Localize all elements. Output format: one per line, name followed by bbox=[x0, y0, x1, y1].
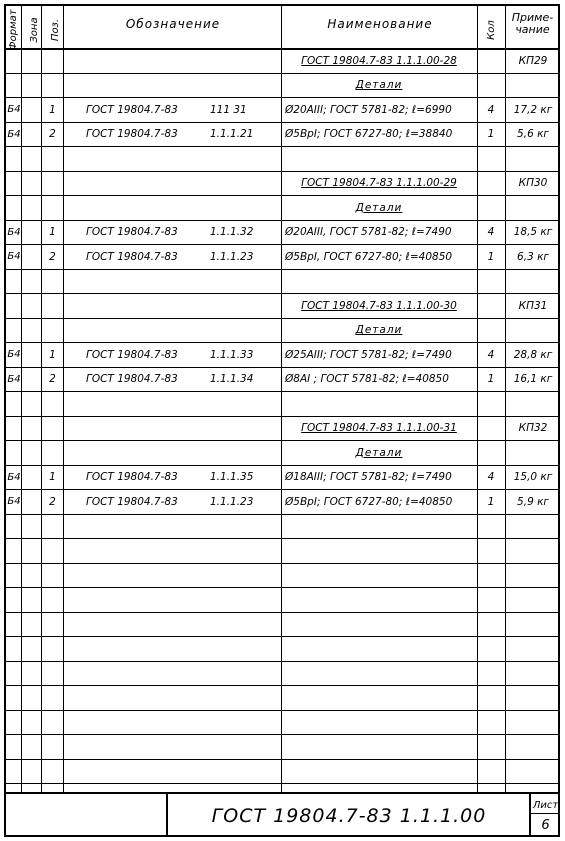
row-quantity bbox=[477, 319, 505, 343]
column-divider bbox=[63, 6, 64, 792]
row-designation: ГОСТ 19804.7-83 bbox=[86, 348, 178, 361]
row-name: Ø5BpI; ГОСТ 6727-80; ℓ=38840 bbox=[285, 128, 453, 141]
row-name: Ø20AIII; ГОСТ 5781-82; ℓ=6990 bbox=[285, 103, 452, 116]
row-quantity bbox=[477, 49, 505, 73]
row-designation bbox=[86, 49, 216, 73]
row-format bbox=[7, 172, 21, 196]
row-designation-number bbox=[210, 441, 278, 465]
header-designation: Обозначение bbox=[125, 17, 221, 31]
row-format bbox=[7, 441, 21, 465]
row-designation-number bbox=[210, 319, 278, 343]
row-note bbox=[506, 270, 560, 294]
row-position bbox=[42, 49, 63, 73]
document-code: ГОСТ 19804.7-83 1.1.1.00 bbox=[211, 804, 487, 827]
row-note: 17,2 кг bbox=[513, 103, 553, 116]
assembly-reference: ГОСТ 19804.7-83 1.1.1.00-28 bbox=[301, 54, 457, 67]
sheet-label-divider bbox=[529, 813, 558, 814]
row-designation: ГОСТ 19804.7-83 bbox=[86, 226, 178, 239]
row-format: Б4 bbox=[7, 471, 21, 483]
row-position bbox=[42, 392, 63, 416]
row-designation bbox=[86, 441, 216, 465]
row-position bbox=[42, 441, 63, 465]
row-format bbox=[7, 49, 21, 73]
row-designation-number: 111 31 bbox=[210, 103, 247, 116]
row-designation-number bbox=[210, 270, 278, 294]
row-designation-number: 1.1.1.23 bbox=[210, 495, 254, 508]
row-note: 18,5 кг bbox=[513, 226, 553, 239]
row-designation-number bbox=[210, 196, 278, 220]
row-note bbox=[506, 319, 560, 343]
section-heading: Детали bbox=[355, 79, 403, 92]
row-designation bbox=[86, 392, 216, 416]
row-quantity bbox=[477, 172, 505, 196]
row-position: 1 bbox=[49, 348, 56, 361]
assembly-reference: ГОСТ 19804.7-83 1.1.1.00-30 bbox=[301, 299, 457, 312]
row-position bbox=[42, 196, 63, 220]
row-divider bbox=[6, 563, 558, 564]
row-divider bbox=[6, 587, 558, 588]
row-quantity bbox=[477, 294, 505, 318]
row-format bbox=[7, 417, 21, 441]
row-designation bbox=[86, 417, 216, 441]
row-note: 15,0 кг bbox=[513, 471, 553, 484]
row-format bbox=[7, 294, 21, 318]
row-designation bbox=[86, 172, 216, 196]
row-designation bbox=[86, 319, 216, 343]
row-designation-number bbox=[210, 147, 278, 171]
row-format bbox=[7, 74, 21, 98]
row-note: 5,6 кг bbox=[517, 128, 549, 141]
row-designation: ГОСТ 19804.7-83 bbox=[86, 495, 178, 508]
row-format bbox=[7, 196, 21, 220]
row-designation-number: 1.1.1.34 bbox=[210, 373, 254, 386]
row-quantity bbox=[477, 147, 505, 171]
row-quantity bbox=[477, 270, 505, 294]
row-position bbox=[42, 270, 63, 294]
row-quantity: 1 bbox=[487, 495, 495, 508]
row-position bbox=[42, 294, 63, 318]
row-note: КП30 bbox=[518, 177, 548, 190]
row-divider bbox=[6, 734, 558, 735]
row-designation: ГОСТ 19804.7-83 bbox=[86, 128, 178, 141]
row-format: Б4 bbox=[7, 349, 21, 361]
row-name bbox=[285, 147, 476, 171]
row-designation-number: 1.1.1.23 bbox=[210, 250, 254, 263]
row-designation bbox=[86, 147, 216, 171]
row-format bbox=[7, 270, 21, 294]
row-designation: ГОСТ 19804.7-83 bbox=[86, 250, 178, 263]
assembly-reference: ГОСТ 19804.7-83 1.1.1.00-29 bbox=[301, 177, 457, 190]
sheet-label: Лист bbox=[532, 799, 559, 811]
header-position: Поз. bbox=[50, 18, 61, 42]
row-name bbox=[285, 392, 476, 416]
row-position: 2 bbox=[49, 250, 56, 263]
row-note: КП32 bbox=[518, 422, 548, 435]
row-note: 28,8 кг bbox=[513, 348, 553, 361]
row-position bbox=[42, 74, 63, 98]
row-quantity bbox=[477, 392, 505, 416]
row-divider bbox=[6, 636, 558, 637]
row-name: Ø5BpI, ГОСТ 6727-80; ℓ=40850 bbox=[285, 250, 453, 263]
row-designation bbox=[86, 196, 216, 220]
row-position: 2 bbox=[49, 495, 56, 508]
header-name: Наименование bbox=[327, 17, 433, 31]
row-designation-number bbox=[210, 74, 278, 98]
title-block-top bbox=[6, 792, 558, 794]
row-position bbox=[42, 172, 63, 196]
header-quantity: Кол bbox=[486, 20, 497, 40]
row-note bbox=[506, 196, 560, 220]
row-designation: ГОСТ 19804.7-83 bbox=[86, 471, 178, 484]
row-position bbox=[42, 319, 63, 343]
spec-sheet bbox=[4, 4, 560, 837]
row-designation-number: 1.1.1.33 bbox=[210, 348, 254, 361]
row-divider bbox=[6, 759, 558, 760]
row-position bbox=[42, 147, 63, 171]
row-quantity: 4 bbox=[487, 471, 495, 484]
row-quantity: 4 bbox=[487, 103, 495, 116]
row-quantity: 4 bbox=[487, 348, 495, 361]
row-position: 1 bbox=[49, 226, 56, 239]
row-designation-number bbox=[210, 417, 278, 441]
row-note: КП31 bbox=[518, 299, 548, 312]
row-designation-number: 1.1.1.32 bbox=[210, 226, 254, 239]
row-format: Б4 bbox=[7, 251, 21, 263]
row-divider bbox=[6, 538, 558, 539]
row-designation bbox=[86, 294, 216, 318]
section-heading: Детали bbox=[355, 201, 403, 214]
row-divider bbox=[6, 710, 558, 711]
row-designation-number: 1.1.1.21 bbox=[210, 128, 254, 141]
row-divider bbox=[6, 612, 558, 613]
row-divider bbox=[6, 661, 558, 662]
row-designation bbox=[86, 270, 216, 294]
row-quantity: 1 bbox=[487, 250, 495, 263]
row-quantity bbox=[477, 74, 505, 98]
row-format: Б4 bbox=[7, 373, 21, 385]
row-position: 1 bbox=[49, 103, 56, 116]
row-quantity: 4 bbox=[487, 226, 495, 239]
header-note-line2: чание bbox=[515, 23, 550, 36]
row-format: Б4 bbox=[7, 128, 21, 140]
row-name: Ø5BpI; ГОСТ 6727-80; ℓ=40850 bbox=[285, 495, 453, 508]
section-heading: Детали bbox=[355, 446, 403, 459]
row-format bbox=[7, 319, 21, 343]
row-designation-number bbox=[210, 172, 278, 196]
row-position: 1 bbox=[49, 471, 56, 484]
header-note bbox=[505, 12, 560, 36]
row-divider bbox=[6, 685, 558, 686]
row-divider bbox=[6, 514, 558, 515]
row-note bbox=[506, 392, 560, 416]
assembly-reference: ГОСТ 19804.7-83 1.1.1.00-31 bbox=[301, 422, 457, 435]
row-designation bbox=[86, 74, 216, 98]
row-quantity bbox=[477, 441, 505, 465]
row-divider bbox=[6, 783, 558, 784]
section-heading: Детали bbox=[355, 324, 403, 337]
row-designation-number bbox=[210, 392, 278, 416]
row-note: 5,9 кг bbox=[517, 495, 549, 508]
row-format: Б4 bbox=[7, 496, 21, 508]
row-position: 2 bbox=[49, 128, 56, 141]
row-name: Ø25AIII; ГОСТ 5781-82; ℓ=7490 bbox=[285, 348, 452, 361]
row-format bbox=[7, 392, 21, 416]
row-designation: ГОСТ 19804.7-83 bbox=[86, 103, 178, 116]
header-zone: Зона bbox=[29, 17, 40, 43]
row-quantity bbox=[477, 196, 505, 220]
column-divider bbox=[21, 6, 22, 792]
row-note bbox=[506, 74, 560, 98]
row-designation-number: 1.1.1.35 bbox=[210, 471, 254, 484]
row-name: Ø18AIII; ГОСТ 5781-82; ℓ=7490 bbox=[285, 471, 452, 484]
sheet-number: 6 bbox=[541, 817, 550, 833]
row-position: 2 bbox=[49, 373, 56, 386]
header-format: Формат bbox=[8, 9, 19, 50]
row-format: Б4 bbox=[7, 226, 21, 238]
row-name: Ø8AI ; ГОСТ 5781-82; ℓ=40850 bbox=[285, 373, 449, 386]
row-designation-number bbox=[210, 294, 278, 318]
row-note: 16,1 кг bbox=[513, 373, 553, 386]
row-note bbox=[506, 441, 560, 465]
header-note-line1: Приме- bbox=[511, 11, 554, 24]
row-designation-number bbox=[210, 49, 278, 73]
row-format: Б4 bbox=[7, 104, 21, 116]
row-format bbox=[7, 147, 21, 171]
row-note: КП29 bbox=[518, 54, 548, 67]
row-name: Ø20AIII, ГОСТ 5781-82; ℓ=7490 bbox=[285, 226, 452, 239]
column-divider bbox=[281, 6, 282, 792]
row-designation: ГОСТ 19804.7-83 bbox=[86, 373, 178, 386]
row-note: 6,3 кг bbox=[517, 250, 549, 263]
row-note bbox=[506, 147, 560, 171]
row-name bbox=[285, 270, 476, 294]
row-quantity: 1 bbox=[487, 373, 495, 386]
row-position bbox=[42, 417, 63, 441]
row-quantity: 1 bbox=[487, 128, 495, 141]
row-quantity bbox=[477, 417, 505, 441]
